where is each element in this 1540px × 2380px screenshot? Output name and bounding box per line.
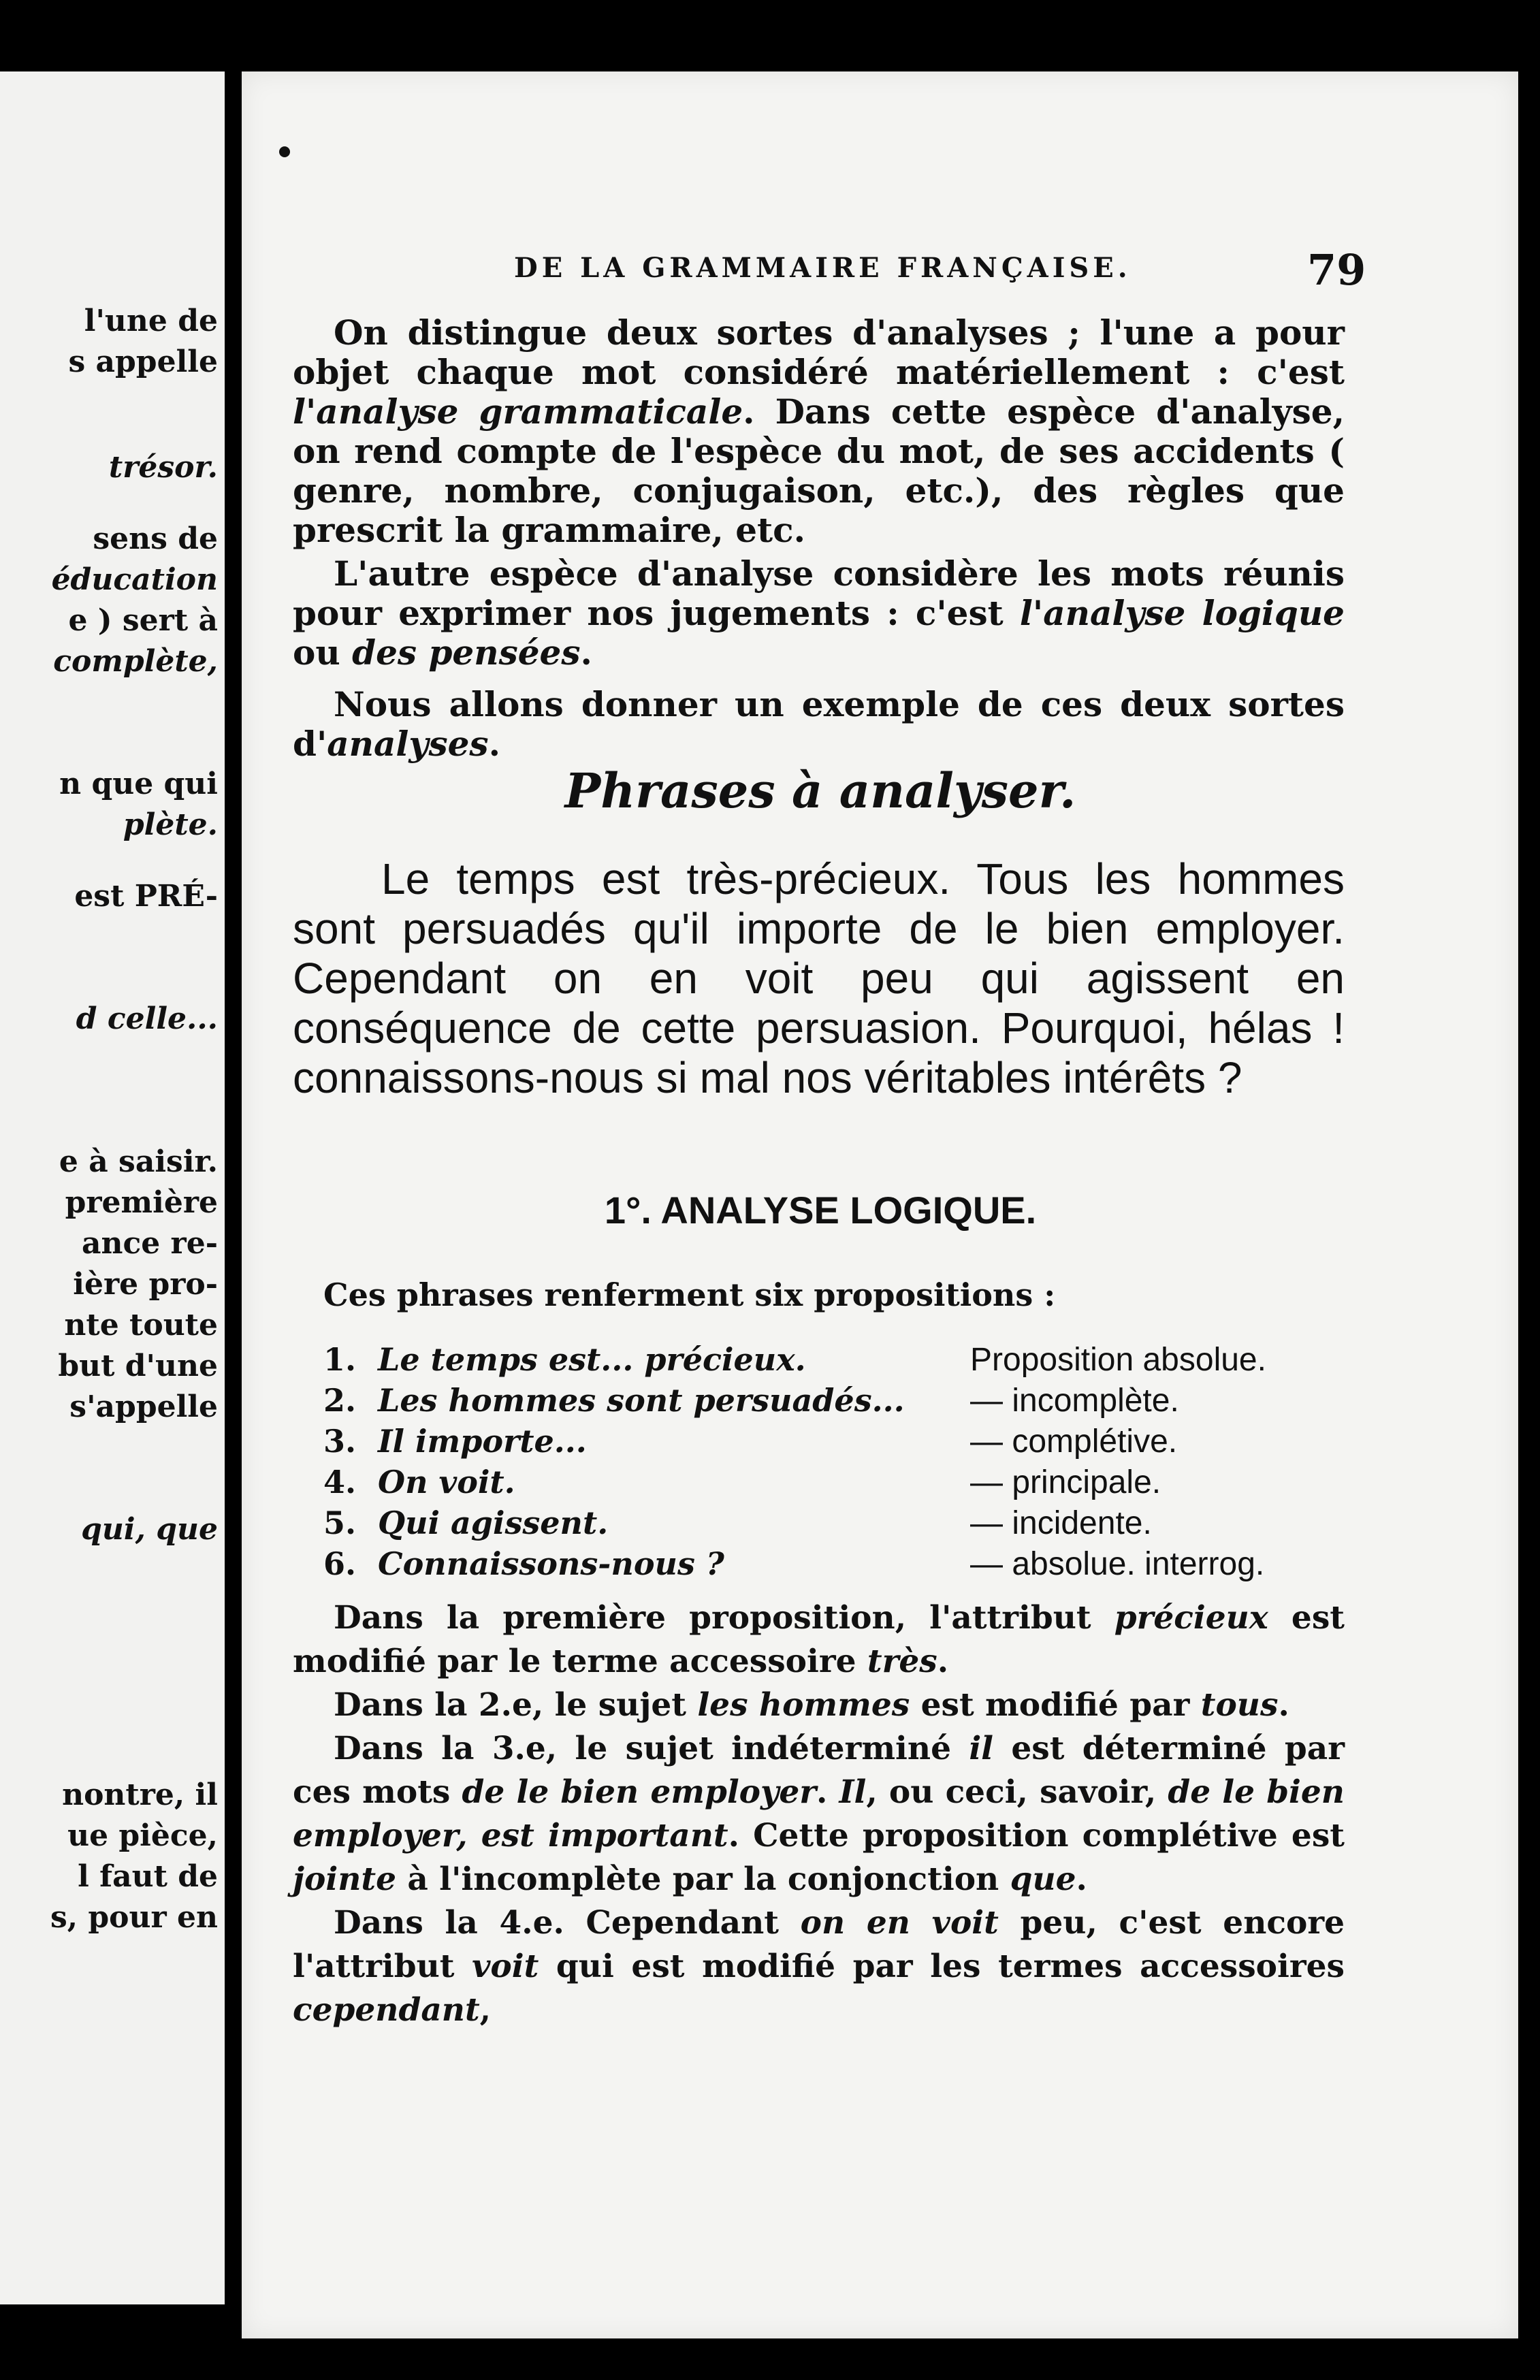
left-page-line: l'une de [84,304,218,338]
example-passage [293,854,1345,1103]
analysis-paragraphs [293,1596,1345,2032]
paragraph-analysis-types: On distingue deux sortes d'analyses ; l'une a pour objet chaque mot considéré matériellement : c'est l'analyse grammaticale. Dans cette espèce d'analyse, on rend compte de l'espèce du mot, de ses accidents ( genre, nombre, conjugaison, etc.), des règles que prescrit la grammaire, etc. [293,312,1345,550]
left-page-line: e à saisir. [59,1144,218,1179]
proposition-row: 5. Qui agissent. — incidente. [323,1505,1152,1541]
analysis-first: Dans la première proposition, l'attribut précieux est modifié par le terme accessoire très. [293,1599,1345,1680]
left-page-line: complète, [53,644,218,679]
analysis-third: Dans la 3.e, le sujet indéterminé il est déterminé par ces mots de le bien employer. Il, ou ceci, savoir, de le bien employer, est important. Cette proposition complétive est jointe à l'incomplète par la conjonction que. [293,1730,1345,1898]
left-page-line: ance re- [81,1226,218,1261]
left-page-line: sens de [93,521,218,556]
proposition-row: 3. Il importe... — complétive. [323,1423,1178,1460]
left-page-line: s appelle [68,344,218,379]
left-page-line: n que qui [59,767,218,801]
right-page [242,71,1518,2338]
left-page-line: éducation [51,562,218,597]
left-page-line: e ) sert à [68,603,218,638]
left-page-line: trésor. [108,450,218,485]
intro-paragraphs [293,313,1345,768]
left-page-line: but d'une [58,1349,218,1383]
phrases-heading: Phrases à analyser. [564,762,1076,819]
left-page-line: l faut de [78,1859,218,1894]
proposition-row: 4. On voit. — principale. [323,1464,1161,1500]
propositions-intro: Ces phrases renferment six propositions : [323,1276,1056,1313]
proposition-row: 6. Connaissons-nous ? — absolue. interrog. [323,1545,1265,1582]
section-title: 1°. ANALYSE LOGIQUE. [604,1189,1037,1232]
analysis-fourth: Dans la 4.e. Cependant on en voit peu, c'est encore l'attribut voit qui est modifié par les termes accessoires cependant, [293,1904,1345,2029]
analysis-second: Dans la 2.e, le sujet les hommes est modifié par tous. [334,1686,1289,1724]
left-page-line: est PRÉ- [74,879,218,914]
left-page-line: première [65,1185,218,1220]
left-page-line: d celle... [76,1001,218,1036]
left-page-line: s'appelle [69,1389,218,1424]
left-page-line: s, pour en [50,1900,218,1935]
paragraph-logical-analysis: L'autre espèce d'analyse considère les mots réunis pour exprimer nos jugements : c'est l'analyse logique ou des pensées. [293,553,1345,673]
left-page-line: ière pro- [73,1267,218,1302]
proposition-row: 2. Les hommes sont persuadés... — incomplète. [323,1382,1179,1419]
example-text: Le temps est très-précieux. Tous les hommes sont persuadés qu'il importe de le bien employer. Cependant on en voit peu qui agissent en conséquence de cette persuasion. Pourquoi, hélas ! connaissons-nous si mal nos véritables intérêts ? [293,854,1345,1102]
left-page-line: nontre, il [62,1778,218,1812]
left-page-fragment [0,71,225,2304]
propositions-list [323,1341,1345,1586]
proposition-row: 1. Le temps est... précieux. Proposition absolue. [323,1341,1266,1378]
ink-dot [279,146,290,157]
running-head: DE LA GRAMMAIRE FRANÇAISE. [514,252,1132,284]
left-page-line: plète. [123,807,218,842]
left-page-line: nte toute [64,1308,218,1342]
paragraph-example-intro: Nous allons donner un exemple de ces deux sortes d'analyses. [293,684,1345,764]
left-page-line: ue pièce, [67,1818,218,1853]
page-number: 79 [1307,245,1366,295]
left-page-line: qui, que [81,1512,218,1547]
